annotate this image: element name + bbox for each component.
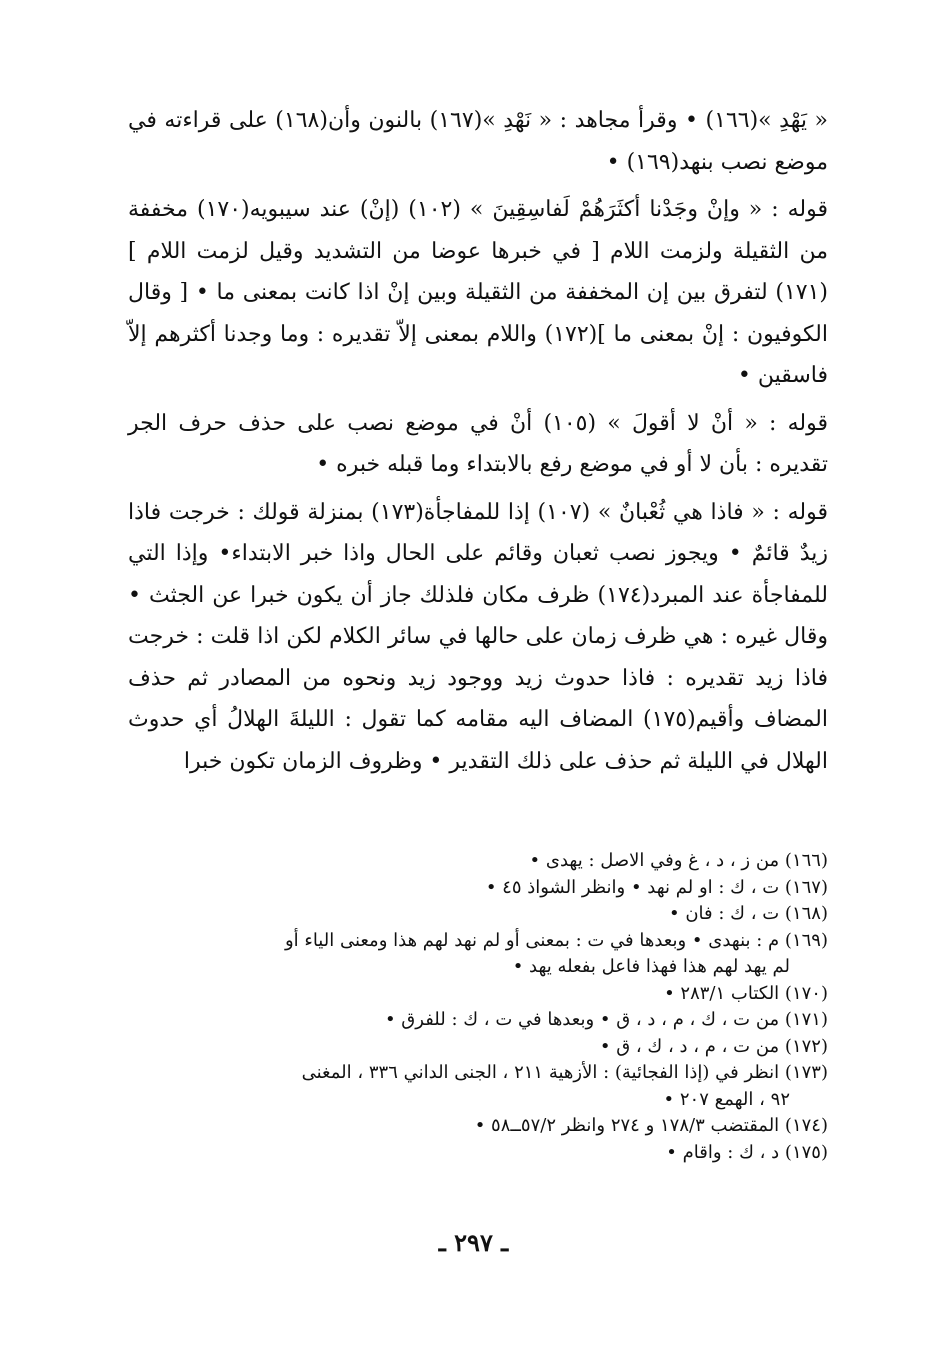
footnote-number: (١٧٤) xyxy=(784,1115,828,1136)
footnote-175 xyxy=(128,1140,828,1167)
footnote-text: ت ، ك : فان • xyxy=(668,903,780,924)
footnote-text: د ، ك : واقام • xyxy=(666,1141,780,1163)
footnote-number: (١٦٧) xyxy=(784,876,828,898)
footnote-number: (١٦٩) xyxy=(784,929,828,951)
footnote-173-continuation: ٩٢ ، الهمع ٢٠٧ • xyxy=(663,1088,790,1110)
footnote-text: من ز ، د ، غ وفي الاصل : يهدى • xyxy=(529,850,780,871)
page-number: ـ ٢٩٧ ـ xyxy=(438,1228,509,1257)
paragraph-1: « يَهْدِ »(١٦٦) • وقرأ مجاهد : « نَهْدِ »(١٦٧) بالنون وأن(١٦٨) على قراءته في موضع نصب بنهد(١٦٩) • xyxy=(128,108,829,175)
footnote-text: من ت ، م ، د ، ك ، ق • xyxy=(599,1035,780,1057)
footnote-173 xyxy=(128,1060,828,1087)
footnote-number: (١٧٢) xyxy=(784,1035,828,1057)
footnote-number: (١٧١) xyxy=(784,1009,828,1030)
main-text xyxy=(128,100,828,788)
footnote-text: انظر في (إذا الفجائية) : الأزهية ٢١١ ، الجنى الداني ٣٣٦ ، المغنى xyxy=(301,1062,780,1083)
paragraph-4: قوله : « فاذا هي ثُعْبانٌ » (١٠٧) إذا للمفاجأة(١٧٣) بمنزلة قولك : خرجت فاذا زيدٌ قائمٌ • ويجوز نصب ثعبان وقائم على الحال واذا خبر الابتداء• وإذا التي للمفاجأة عند المبرد(١٧٤) ظرف مكان فلذلك جاز أن يكون خبرا عن الجثث • وقال غيره : هي ظرف زمان على حالها في سائر الكلام لكن اذا قلت : خرجت فاذا زيد تقديره : فاذا حدوث زيد ووجود زيد ونحوه من المصادر ثم حذف المضاف وأقيم(١٧٥) المضاف اليه مقامه كما تقول : الليلةَ الهلالُ أي حدوث الهلال في الليلة ثم حذف على ذلك التقدير • وظروف الزمان تكون خبرا xyxy=(128,499,829,774)
footnote-text: المقتضب ١٧٨/٣ و ٢٧٤ وانظر ٥٧/٢ــ٥٨ • xyxy=(474,1115,780,1136)
footnote-number: (١٧٠) xyxy=(784,982,828,1004)
footnote-169-continuation: لم يهد لهم هذا فهذا فاعل بفعله يهد • xyxy=(512,956,790,977)
footnote-text: ت ، ك : او لم نهد • وانظر الشواذ ٤٥ • xyxy=(485,876,780,898)
footnote-text: الكتاب ٢٨٣/١ • xyxy=(664,982,780,1004)
footnote-number: (١٦٦) xyxy=(784,850,828,871)
footnote-171 xyxy=(128,1007,828,1034)
paragraph-2: قوله : « وإنْ وجَدْنا أكثَرَهُمْ لَفاسِقِينَ » (١٠٢) (إنْ) عند سيبويه(١٧٠) مخففة من الثقيلة ولزمت اللام [ في خبرها عوضا من التشديد وقيل لزمت اللام ](١٧١) لتفرق بين إن المخففة من الثقيلة وبين إنْ اذا كانت بمعنى ما • [ وقال الكوفيون : إنْ بمعنى ما ](١٧٢) واللام بمعنى إلاّ تقديره : وما وجدنا أكثرهم إلاّ فاسقين • xyxy=(128,197,828,388)
footnote-number: (١٧٥) xyxy=(784,1141,828,1163)
footnote-number: (١٧٣) xyxy=(784,1062,828,1083)
footnote-number: (١٦٨) xyxy=(784,903,828,924)
footnote-167 xyxy=(128,875,828,902)
footnote-text: من ت ، ك ، م ، د ، ق • وبعدها في ت ، ك : للفرق • xyxy=(384,1009,780,1030)
footnote-166 xyxy=(128,848,828,875)
footnote-169 xyxy=(128,928,828,955)
footnote-174 xyxy=(128,1113,828,1140)
footnote-172 xyxy=(128,1034,828,1061)
footnote-168 xyxy=(128,901,828,928)
paragraph-3: قوله : « أنْ لا أقولَ » (١٠٥) أنْ في موضع نصب على حذف حرف الجر تقديره : بأن لا أو في موضع رفع بالابتداء وما قبله خبره • xyxy=(128,410,828,477)
footnote-170 xyxy=(128,981,828,1008)
footnote-text: م : بنهدى • وبعدها في ت : بمعنى أو لم نهد لهم هذا ومعنى الياء أو xyxy=(284,929,780,951)
footnotes xyxy=(128,848,828,1166)
